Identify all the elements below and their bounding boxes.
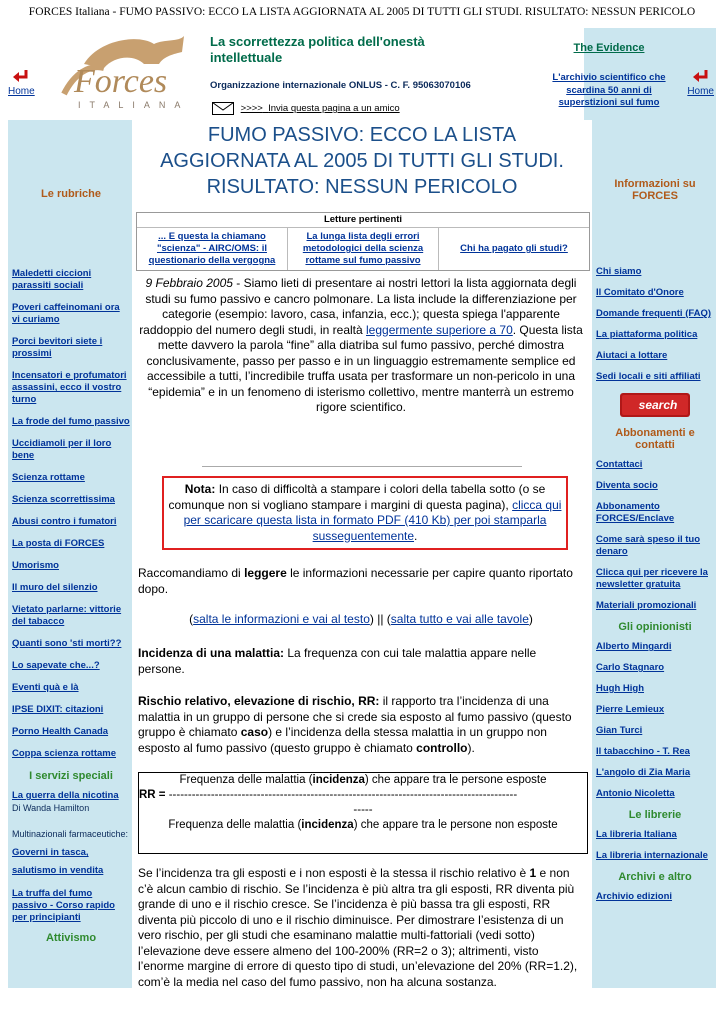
skip-close: ) — [528, 612, 533, 626]
rr-explanation — [138, 866, 584, 990]
invite-row — [212, 102, 400, 115]
rr-definition — [138, 694, 584, 756]
home-arrow-icon — [12, 68, 30, 84]
page-frame — [8, 28, 716, 988]
abbonamenti-link-5[interactable]: Materiali promozionali — [596, 600, 697, 611]
home-left-label: Home — [8, 86, 35, 97]
archivio-link-0[interactable]: Archivio edizioni — [596, 891, 673, 902]
rubrica-link-11[interactable]: Il muro del silenzio — [12, 582, 98, 593]
formula-fraction-line — [139, 788, 587, 803]
formula-dashes: ------------------------------------------------------------------------------------------- — [168, 789, 518, 801]
final-one: 1 — [529, 866, 537, 880]
abbonamenti-title: Abbonamenti e contatti — [615, 427, 695, 451]
formula-num-2: ) che appare tra le persone esposte — [364, 774, 547, 786]
letture-link-errori[interactable]: La lunga lista degli errori metodologici della scienza rottame sul fumo passivo — [302, 231, 424, 266]
rubrica-link-6[interactable]: Scienza rottame — [12, 472, 85, 483]
rr-controllo: controllo — [416, 740, 468, 755]
libreria-link-0[interactable]: La libreria Italiana — [596, 829, 677, 840]
formula-num-bold: incidenza — [312, 774, 365, 786]
letture-link-chi-ha-pagato[interactable]: Chi ha pagato gli studi? — [460, 243, 568, 254]
rr-text-3: ). — [467, 740, 475, 755]
rr-text-1: il rapporto tra l’incidenza di una malattia in un gruppo di persone che si crede sia esposto al fumo passivo (questo gruppo è chiamato — [138, 694, 572, 739]
logo-forces-text: Forces — [74, 63, 168, 100]
info-link-2[interactable]: Domande frequenti (FAQ) — [596, 308, 712, 319]
opinionisti-title: Gli opinionisti — [618, 621, 692, 633]
letture-cell — [137, 228, 288, 270]
page-title: FUMO PASSIVO: ECCO LA LISTA AGGIORNATA AL 2005 DI TUTTI GLI STUDI. RISULTATO: NESSUN PERICOLO — [160, 124, 564, 198]
abbonamenti-link-2[interactable]: Abbonamento FORCES/Enclave — [596, 501, 675, 524]
abbonamenti-list — [596, 459, 714, 612]
rr-formula-box — [138, 772, 588, 854]
divider — [202, 466, 522, 467]
servizi-author: Di Wanda Hamilton — [12, 803, 90, 813]
intro-date: 9 Febbraio 2005 — [145, 276, 233, 290]
letture-pertinenti-table — [136, 212, 590, 271]
info-title: Informazioni su FORCES — [614, 178, 696, 202]
raccomandiamo-paragraph — [138, 566, 584, 597]
abbonamenti-link-4[interactable]: Clicca qui per ricevere la newsletter gratuita — [596, 567, 708, 590]
info-link-0[interactable]: Chi siamo — [596, 266, 642, 277]
skip-to-text-link[interactable]: salta le informazioni e vai al testo — [193, 612, 370, 626]
info-link-3[interactable]: La piattaforma politica — [596, 329, 698, 340]
info-list — [596, 266, 714, 383]
rubrica-link-8[interactable]: Abusi contro i fumatori — [12, 516, 117, 527]
opinionista-link-3[interactable]: Pierre Lemieux — [596, 704, 665, 715]
skip-links — [138, 612, 584, 628]
opinionista-link-5[interactable]: Il tabacchino - T. Rea — [596, 746, 690, 757]
home-link-right[interactable] — [687, 68, 714, 97]
rubrica-link-13[interactable]: Quanti sono 'sti morti?? — [12, 638, 122, 649]
search-button-label: search — [638, 398, 678, 412]
rubrica-link-9[interactable]: La posta di FORCES — [12, 538, 105, 549]
formula-rr: RR = — [139, 789, 169, 801]
invite-friend-link[interactable] — [241, 103, 400, 114]
abbonamenti-link-1[interactable]: Diventa socio — [596, 480, 658, 491]
letture-head: Letture pertinenti — [137, 213, 589, 228]
libreria-link-1[interactable]: La libreria internazionale — [596, 850, 708, 861]
servizi-link-nicotina[interactable]: La guerra della nicotina — [12, 790, 119, 801]
librerie-list — [596, 829, 714, 862]
servizi-block — [12, 790, 130, 924]
intro-link[interactable]: leggermente superiore a 70 — [366, 322, 513, 337]
nota-label: Nota: — [184, 482, 216, 496]
incidenza-definition — [138, 646, 584, 677]
servizi-link-truffa[interactable]: La truffa del fumo passivo - Corso rapido per principianti — [12, 888, 115, 923]
formula-denominator — [139, 818, 587, 833]
left-sidebar — [12, 188, 130, 944]
librerie-title: Le librerie — [628, 809, 682, 821]
final-text-1: Se l’incidenza tra gli esposti e i non esposti è la stessa il rischio relativo è — [138, 866, 530, 880]
racc-bold: leggere — [244, 566, 287, 580]
rubrica-link-2[interactable]: Porci bevitori siete i prossimi — [12, 336, 103, 359]
formula-dashes-2: ----- — [353, 804, 373, 816]
rubrica-link-17[interactable]: Porno Health Canada — [12, 726, 109, 737]
home-right-label: Home — [687, 86, 714, 97]
rubrica-link-15[interactable]: Eventi quà e là — [12, 682, 79, 693]
racc-text-1: Raccomandiamo di — [138, 566, 245, 580]
rubriche-list — [12, 268, 130, 760]
skip-mid: ) || ( — [369, 612, 391, 626]
final-text-2: e non c’è alcun cambio di rischio. Se l’incidenza è più altra tra gli esposti, RR diventa più grande di uno e il rischio cresce. Se l’incidenza è più bassa tra gli esposti, RR diventa più piccolo di uno e il rischio diminuisce. Per dimostrare l’esistenza di un vero rischio, per gli studi che esaminano malattie multi-fattoriali (vedi sotto) l’elevazione deve essere almeno del 100-200% (RR=2 o 3); altrimenti, visto l’enorme margine di errore di questo tipo di studi, un’elevazione del 20% (RR=1.2), com’è la media nel caso del fumo passivo, non ha alcuna sostanza. — [138, 866, 578, 989]
archivi-list — [596, 891, 714, 903]
rubrica-link-14[interactable]: Lo sapevate che...? — [12, 660, 100, 671]
invite-arrows: >>>> — [240, 103, 263, 115]
opinionista-link-1[interactable]: Carlo Stagnaro — [596, 662, 665, 673]
evidence-title — [548, 42, 670, 54]
org-info: Organizzazione internazionale ONLUS - C. F. 95063070106 — [210, 80, 471, 91]
window-title: FORCES Italiana - FUMO PASSIVO: ECCO LA LISTA AGGIORNATA AL 2005 DI TUTTI GLI STUDI. RISULTATO: NESSUN PERICOLO — [28, 6, 696, 18]
rubrica-link-18[interactable]: Coppa scienza rottame — [12, 748, 116, 759]
rubrica-link-3[interactable]: Incensatori e profumatori assassini, ecco il vostro turno — [12, 370, 127, 405]
letture-cell — [439, 228, 589, 270]
rr-caso: caso — [240, 725, 269, 739]
invite-link-label: Invia questa pagina a un amico — [268, 103, 400, 115]
rubrica-link-1[interactable]: Poveri caffeinomani ora vi curiamo — [12, 302, 120, 325]
racc-text-2: le informazioni necessarie per capire quanto riportato dopo. — [138, 566, 573, 596]
opinionisti-list — [596, 641, 714, 800]
formula-den-bold: incidenza — [301, 819, 354, 831]
main-content — [132, 120, 592, 988]
letture-cell — [288, 228, 439, 270]
info-link-5[interactable]: Sedi locali e siti affiliati — [596, 371, 701, 382]
formula-den-2: ) che appare tra le persone non esposte — [353, 819, 558, 831]
letture-row — [137, 228, 589, 270]
rubrica-link-10[interactable]: Umorismo — [12, 560, 59, 571]
evidence-desc-link[interactable]: L'archivio scientifico che scardina 50 anni di superstizioni sul fumo — [552, 72, 666, 108]
formula-den-1: Frequenza delle malattia ( — [168, 819, 302, 831]
opinionista-link-6[interactable]: L'angolo di Zia Maria — [596, 767, 691, 778]
intro-paragraph — [138, 276, 584, 416]
right-sidebar — [596, 178, 714, 907]
rr-text-2: ) e l’incidenza della stessa malattia in un gruppo non esposto al fumo passivo (questo gruppo è chiamato — [138, 725, 547, 755]
abbonamenti-link-3[interactable]: Come sarà speso il tuo denaro — [596, 534, 701, 557]
servizi-prefix: Multinazionali farmaceutiche: — [12, 829, 129, 839]
formula-num-1: Frequenza delle malattia ( — [179, 774, 313, 786]
opinionista-link-2[interactable]: Hugh High — [596, 683, 645, 694]
rubrica-link-7[interactable]: Scienza scorrettissima — [12, 494, 115, 505]
nota-box — [162, 476, 568, 550]
rubriche-title: Le rubriche — [41, 188, 101, 200]
incidenza-text: La frequenza con cui tale malattia appare nelle persone. — [138, 646, 537, 676]
skip-to-tables-link[interactable]: salta tutto e vai alle tavole — [390, 612, 529, 626]
intro-text-1: - Siamo lieti di presentare ai nostri lettori la lista aggiornata degli studi su fumo passivo e cancro polmonare. La lista include la differenziazione per categorie (esempio: lavoro, casa, infanzia, ecc.); questa spiega l'apparente raddoppio del numero degli studi, in realtà — [139, 276, 577, 337]
opinionista-link-7[interactable]: Antonio Nicoletta — [596, 788, 675, 799]
formula-numerator — [139, 773, 587, 788]
attivismo-title: Attivismo — [45, 932, 97, 944]
evidence-link[interactable]: The Evidence — [573, 42, 645, 54]
intro-text-2: . Questa lista mette davvero la parola “fine” alla diatriba sul fumo passivo, perché dimostra conclusivamente, passo per passo e in un linguaggio estremamente semplice ed accessibile a tutti, l’incredibile truffa usata per trasformare un non-pericolo in una “epidemia” e in un fenomeno di isterismo collettivo, mentre manterrà un estremo rigore scientifico. — [146, 322, 583, 414]
envelope-icon — [212, 102, 234, 115]
pdf-download-link[interactable]: clicca qui per scaricare questa lista in formato PDF (410 Kb) per poi stamparla susseguentemente — [183, 497, 562, 543]
opinionista-link-4[interactable]: Gian Turci — [596, 725, 643, 736]
search-button[interactable] — [620, 393, 690, 417]
logo-italiana-text: ITALIANA — [78, 100, 190, 110]
rubrica-link-4[interactable]: La frode del fumo passivo — [12, 416, 130, 427]
archivi-title: Archivi e altro — [618, 871, 692, 883]
skip-open: ( — [189, 612, 194, 626]
rubrica-link-0[interactable]: Maledetti ciccioni parassiti sociali — [12, 268, 92, 291]
tagline: La scorrettezza politica dell'onestà intellettuale — [210, 34, 425, 65]
nota-text: In caso di difficoltà a stampare i colori della tabella sotto (o se comunque non si vogliano stampare i margini di questa pagina), — [168, 482, 546, 512]
forces-logo — [44, 34, 204, 112]
rubrica-link-16[interactable]: IPSE DIXIT: citazioni — [12, 704, 104, 715]
opinionista-link-0[interactable]: Alberto Mingardi — [596, 641, 672, 652]
incidenza-label: Incidenza di una malattia: — [138, 646, 285, 660]
rr-label: Rischio relativo, elevazione di rischio, RR: — [138, 694, 380, 708]
nota-end: . — [414, 528, 418, 543]
rubrica-link-12[interactable]: Vietato parlarne: vittorie del tabacco — [12, 604, 122, 627]
servizi-title: I servizi speciali — [29, 770, 113, 782]
letture-link-airc[interactable]: ... E questa la chiamano "scienza" - AIRC/OMS: il questionario della vergogna — [148, 231, 276, 266]
info-link-4[interactable]: Aiutaci a lottare — [596, 350, 668, 361]
home-link-left[interactable] — [8, 68, 35, 97]
info-link-1[interactable]: Il Comitato d'Onore — [596, 287, 684, 298]
home-arrow-icon — [692, 68, 710, 84]
rubrica-link-5[interactable]: Uccidiamoli per il loro bene — [12, 438, 112, 461]
servizi-link-governi[interactable]: Governi in tasca, salutismo in vendita — [12, 847, 104, 876]
abbonamenti-link-0[interactable]: Contattaci — [596, 459, 643, 470]
